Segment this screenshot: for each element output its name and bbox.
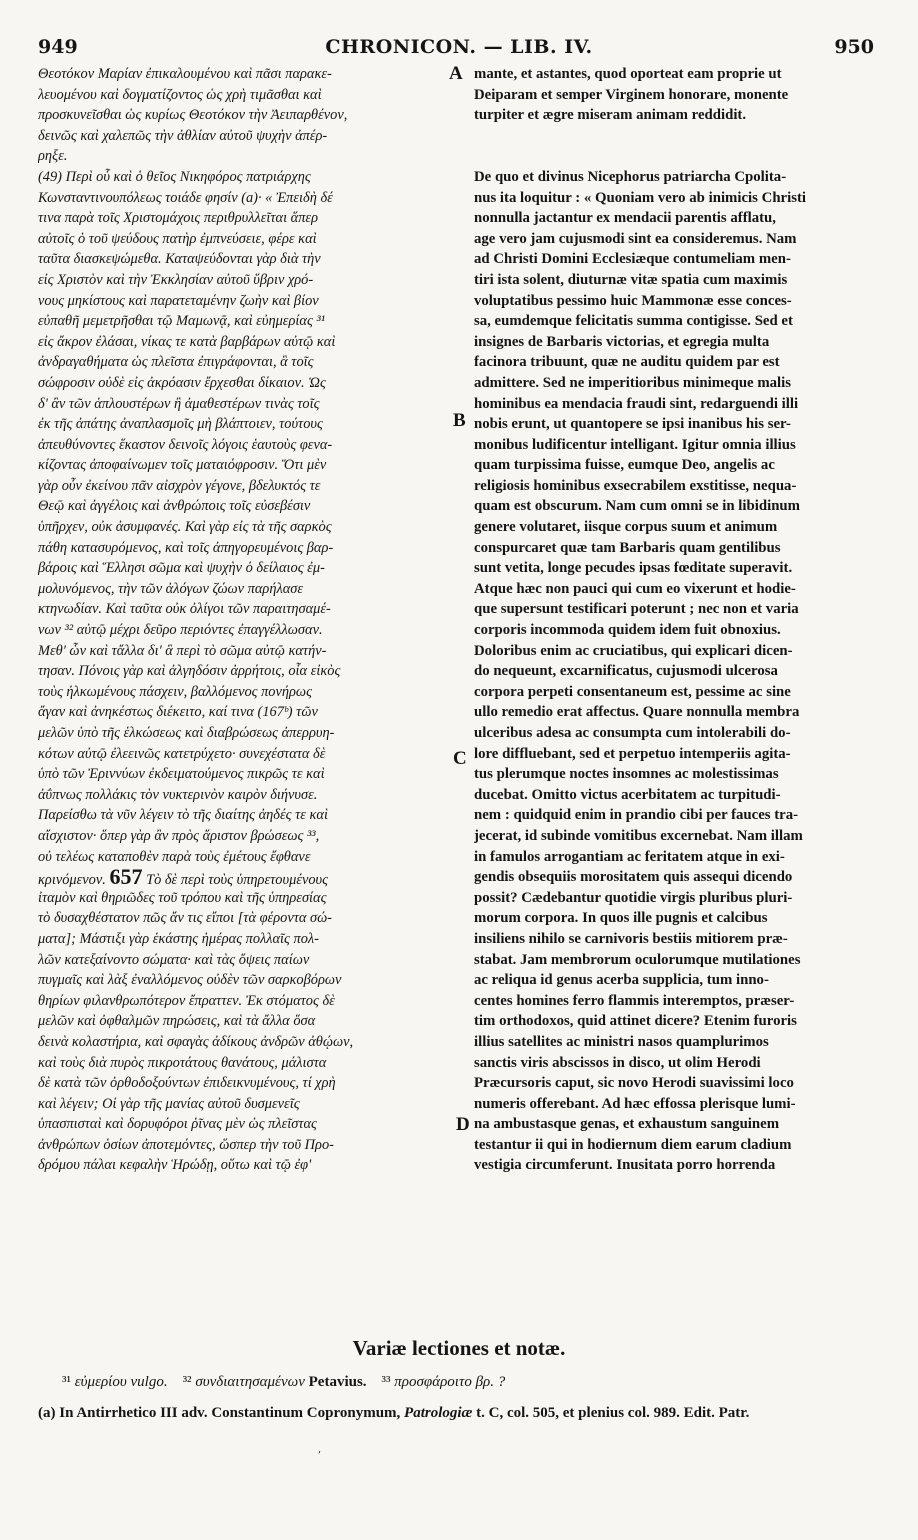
right-page-number: 950 — [834, 36, 874, 58]
greek-line: νους μηκίστους καὶ παρατεταμένην ζωὴν καὶ βίον — [38, 292, 319, 309]
greek-line: ὑπῆρχεν, οὐκ ἀσυμφανές. Καὶ γὰρ εἰς τὰ τῆς σαρκὸς — [38, 519, 332, 536]
note-31-number: ³¹ — [62, 1374, 71, 1390]
greek-line: τοὺς ἡλκωμένους πάσχειν, βαλλόμενος πονήρως — [38, 683, 312, 700]
greek-line: λευομένου καὶ δογματίζοντος ὡς χρὴ τιμᾶσθαι καὶ — [38, 86, 322, 103]
latin-line: insiliens nihilo se carnivoris bestiis mitiorem præ- — [474, 930, 788, 947]
note-a-text: In Antirrhetico III adv. Constantinum Copronymum, — [59, 1405, 401, 1421]
greek-line: δ' ἂν τῶν ἁπλουστέρων ἢ ἀμαθεστέρων τινὰς τοῖς — [38, 395, 320, 412]
latin-line: Atque hæc non pauci qui cum eo vixerunt et hodie- — [474, 580, 796, 597]
greek-line: προσκυνεῖσθαι ὡς κυρίως Θεοτόκον τὴν Ἀειπαρθένον, — [38, 107, 348, 124]
latin-line: illius satellites ac ministri nasos quamplurimos — [474, 1033, 769, 1050]
greek-line: εἰς Χριστὸν καὶ τὴν Ἐκκλησίαν αὐτοῦ ὕβριν χρό- — [38, 271, 314, 288]
note-32-number: ³² — [182, 1374, 192, 1390]
latin-line: do nequeunt, excarnificatus, cujusmodi ulcerosa — [474, 663, 778, 680]
latin-line: hominibus ea mendacia fraudi sint, redarguendi illi — [474, 395, 799, 412]
latin-line — [474, 126, 878, 147]
latin-line: numeris offerebant. Ad hæc effossa plerisque lumi- — [474, 1095, 796, 1112]
greek-line: εὐπαθῆ μεμετρῆσθαι τῷ Μαμωνᾷ, καὶ εὐημερίας ³¹ — [38, 313, 326, 330]
margin-marker-a: A — [449, 63, 463, 84]
latin-line: tus plerumque noctes insomnes ac molestissimas — [474, 766, 779, 783]
latin-line: sunt vetita, longe pecudes ipsas fœditate superavit. — [474, 560, 793, 577]
latin-line: Doloribus enim ac cruciatibus, qui explicari dicen- — [474, 642, 793, 659]
latin-line: ac reliqua id genus acerba supplicia, tum inno- — [474, 972, 769, 989]
latin-line: voluptatibus pessimo huic Mammonæ esse conces- — [474, 292, 792, 309]
latin-line: insignes de Barbaris victorias, et egregia multa — [474, 333, 770, 350]
latin-line: ullo remedio erat affectus. Quare nonnulla membra — [474, 704, 800, 721]
greek-line: ἐκ τῆς ἀπάτης ἀναπλασμοῖς μὴ βλάπτοιεν, τούτους — [38, 416, 323, 433]
latin-line: possit? Cædebantur quotidie virgis pluribus pluri- — [474, 889, 793, 906]
greek-line: ἀπευθύνοντες ἕκαστον δεινοῖς λόγοις ἑαυτοὺς φενα- — [38, 436, 333, 453]
latin-line: in famulos arrogantiam ac feritatem atque in exi- — [474, 848, 785, 865]
greek-line: κότων αὐτῷ ἐλεεινῶς κατετρύχετο· συνεχέστατα δὲ — [38, 745, 326, 762]
greek-line: δεινὰ κολαστήρια, καὶ σφαγὰς ἀδίκους ἀνδρῶν ἀθῴων, — [38, 1033, 354, 1050]
greek-line: μελῶν καὶ ὀφθαλμῶν πηρώσεις, καὶ τὰ ἄλλα ὅσα — [38, 1013, 316, 1030]
latin-line: quam est obscurum. Nam cum omni se in libidinum — [474, 498, 800, 515]
greek-line: ματα]; Μάστιξι γὰρ ἑκάστης ἡμέρας πολλαῖς πολ- — [38, 930, 319, 947]
notes-title: Variæ lectiones et notæ. — [352, 1336, 566, 1360]
latin-line: ad Christi Domini Ecclesiæque contumeliam men- — [474, 251, 791, 268]
greek-line: ἀΰπνως πολλάκις τὸν νυκτερινὸν καιρὸν διήνυσε. — [38, 786, 318, 803]
note-a-reference: Patrologiæ — [404, 1405, 473, 1421]
greek-line: Θεῷ καὶ ἀγγέλοις καὶ ἀνθρώποις τοῖς εὐσεβέσιν — [38, 498, 311, 515]
greek-line: δεινῶς καὶ χαλεπῶς τὴν ἀθλίαν αὐτοῦ ψυχὴν ἀπέρ- — [38, 127, 328, 144]
latin-line: conspurcaret quæ tam Barbaris quam gentilibus — [474, 539, 781, 556]
latin-line: nus ita loquitur : « Quoniam vero ab inimicis Christi — [474, 189, 807, 206]
note-32-text: συνδιαιτησαμένων — [195, 1374, 305, 1390]
latin-line: religiosis hominibus exsecrabilem exstitisse, nequa- — [474, 477, 797, 494]
latin-line: testantur ii qui in hodiernum diem earum cladium — [474, 1136, 792, 1153]
left-page-number: 949 — [38, 36, 78, 58]
latin-line — [474, 146, 878, 167]
greek-line: καὶ τοὺς διὰ πυρὸς πικροτάτους θανάτους, μάλιστα — [38, 1054, 327, 1071]
latin-line: stabat. Jam membrorum oculorumque mutilationes — [474, 951, 801, 968]
latin-line: tiri ista solent, diuturnæ vitæ spatia cum maximis — [474, 271, 788, 288]
greek-line: ἄγαν καὶ ἀνηκέστως διέκειτο, καί τινα (167ᵇ) τῶν — [38, 704, 318, 721]
footnote-a — [38, 1405, 749, 1422]
latin-line: monibus ludificentur intelligant. Igitur omnia illius — [474, 436, 796, 453]
latin-line: mante, et astantes, quod oporteat eam proprie ut — [474, 66, 782, 82]
margin-marker-b: B — [453, 410, 466, 431]
latin-line: sanctis viris abscissos in disco, ut olim Herodi — [474, 1054, 761, 1071]
greek-column — [38, 64, 458, 1176]
latin-line: lore diffluebant, sed et perpetuo intemperiis agita- — [474, 745, 791, 762]
greek-line: ταῦτα διασκεψώμεθα. Καταψεύδονται γὰρ διὰ τὴν — [38, 251, 321, 268]
greek-line: ὑπασπισταὶ καὶ δορυφόροι ῥῖνας μὲν ὡς πλεῖστας — [38, 1116, 317, 1133]
greek-line: μελῶν ὑπὸ τῆς ἑλκώσεως καὶ διαβρώσεως ἀπερρυη- — [38, 725, 335, 741]
greek-line: κίζοντας ἀποφαίνωμεν τοῖς ματαιόφροσιν. Ὅτι μὲν — [38, 457, 327, 474]
latin-line: jecerat, id subinde vomitibus excernebat. Nam illam — [474, 827, 803, 844]
greek-line: Θεοτόκον Μαρίαν ἐπικαλουμένου καὶ πᾶσι παρακε- — [38, 66, 332, 82]
greek-line: καὶ λέγειν; Οἱ γὰρ τῆς μανίας αὐτοῦ δυσμενεῖς — [38, 1095, 300, 1112]
footnotes-line — [62, 1374, 505, 1391]
greek-line: βάροις καὶ Ἕλλησι σῶμα καὶ ψυχὴν ὁ δείλαιος ἐμ- — [38, 560, 325, 577]
latin-line: genere volutaret, iisque corpus suum et animum — [474, 519, 778, 536]
latin-line: tim orthodoxos, quid attinet dicere? Etenim furoris — [474, 1013, 797, 1030]
greek-line: πάθη κατασυρόμενος, καὶ τοῖς ἀπηγορευμένοις βαρ- — [38, 539, 334, 556]
latin-line: ducebat. Omitto victus acerbitatem ac turpitudi- — [474, 786, 781, 803]
latin-line: vestigia circumferunt. Inusitata porro horrenda — [474, 1157, 776, 1174]
greek-line: γὰρ οὖν ἐκείνου πᾶν αἰσχρὸν γέγονε, βδελυκτός τε — [38, 477, 321, 494]
latin-line: De quo et divinus Nicephorus patriarcha Cpolita- — [474, 168, 787, 185]
latin-line: nonnulla jactantur ex mendacii parentis afflatu, — [474, 210, 776, 227]
latin-line: corporis incommoda quidem idem fuit obnoxius. — [474, 622, 781, 639]
latin-line: sa, eumdemque felicitatis summa contigisse. Sed et — [474, 313, 793, 330]
greek-line: ρηξε. — [38, 148, 68, 165]
latin-line: centes homines ferro flammis interemptos, præser- — [474, 992, 795, 1009]
greek-line: Κωνσταντινουπόλεως τοιάδε φησίν (a)· « Ἐπειδὴ δέ — [38, 189, 333, 206]
running-title: CHRONICON. — LIB. IV. — [325, 36, 593, 58]
latin-line: Deiparam et semper Virginem honorare, monente — [474, 86, 789, 103]
greek-line: (49) Περὶ οὗ καὶ ὁ θεῖος Νικηφόρος πατριάρχης — [38, 168, 311, 185]
latin-line: turpiter et ægre miseram animam reddidit. — [474, 107, 747, 124]
greek-line: σώφροσιν οὐδὲ εἰς ἀκρόασιν ἔρχεσθαι δίκαιον. Ὡς — [38, 374, 326, 391]
greek-line: οὐ τελέως καταποθὲν παρὰ τοὺς ἐμέτους ἔφθανε — [38, 848, 311, 865]
inline-column-number: 657 — [109, 867, 143, 888]
note-a-editor: Edit. Patr. — [683, 1405, 750, 1421]
latin-line: age vero jam cujusmodi sint ea consideremus. Nam — [474, 230, 797, 247]
greek-line: δὲ κατὰ τῶν ὀρθοδοξούντων ἐπιδεικνυμένους, τί χρὴ — [38, 1075, 336, 1092]
latin-line: nem : quidquid enim in prandio cibi per fauces tra- — [474, 807, 799, 824]
greek-line: εἰς ἄκρον ἐλάσαι, νίκας τε κατὰ βαρβάρων αὐτῷ καὶ — [38, 333, 336, 350]
latin-line: ulceribus adesa ac consumpta cum intolerabili do- — [474, 725, 791, 741]
greek-line: τησαν. Πόνοις γὰρ καὶ ἀλγηδόσιν ἀρρήτοις, οἷα εἰκὸς — [38, 663, 341, 680]
greek-line: νων ³² αὐτῷ μέχρι δεῦρο περιόντες ἐπαγγέλλωσαν. — [38, 622, 323, 639]
latin-line: admittere. Sed ne imperitioribus minimeque malis — [474, 374, 792, 391]
latin-column — [474, 64, 878, 1176]
greek-line: τὸ δυσαχθέστατον πῶς ἄν τις εἴποι [τὰ φέροντα σώ- — [38, 910, 332, 927]
margin-marker-d: D — [456, 1114, 470, 1135]
latin-line: Præcursoris caput, sic novo Herodi suavissimi loco — [474, 1075, 794, 1092]
greek-line: πυγμαῖς καὶ λὰξ ἐναλλόμενος οὐδὲν τῶν σαρκοβόρων — [38, 972, 342, 989]
latin-line: corpora perpeti consentaneum est, pessime ac sine — [474, 683, 791, 700]
note-31-text: εὐμερίου vulgo. — [74, 1374, 168, 1390]
greek-line: Μεθ' ὧν καὶ τἄλλα δι' ἃ περὶ τὸ σῶμα αὐτῷ κατήν- — [38, 642, 327, 659]
note-32-source: Petavius. — [308, 1374, 367, 1390]
greek-line: ἰταμὸν καὶ θηριῶδες τοῦ τρόπου καὶ τῆς ὑπηρεσίας — [38, 889, 327, 906]
greek-line: κρινόμενον. 657 Τὸ δὲ περὶ τοὺς ὑπηρετουμένους — [38, 867, 458, 888]
latin-line: morum corpora. In quos ille pugnis et calcibus — [474, 910, 768, 927]
margin-marker-c: C — [453, 748, 467, 769]
note-33-number: ³³ — [381, 1374, 391, 1390]
stray-mark: , — [318, 1444, 322, 1455]
greek-line: αἴσχιστον· ὅπερ γὰρ ἂν πρὸς ἄριστον βρώσεως ³³, — [38, 827, 320, 844]
greek-line: δρόμου πάλαι κεφαλὴν Ἡρώδῃ, οὕτω καὶ τῷ ἐφ' — [38, 1157, 312, 1174]
latin-line: quam turpissima fuisse, eumque Deo, angelis ac — [474, 457, 775, 474]
note-33-text: προσφάροιτο βρ. ? — [394, 1374, 506, 1390]
latin-line: facinora tribuunt, quæ ne auditu quidem par est — [474, 354, 780, 371]
note-a-label: (a) — [38, 1405, 56, 1421]
note-a-location: t. C, col. 505, et plenius col. 989. — [476, 1405, 680, 1421]
greek-line: αὐτοῖς ὁ τοῦ ψεύδους πατὴρ ἐμπνεύσειε, φέρε καὶ — [38, 230, 317, 247]
greek-line: ὑπὸ τῶν Ἐριννύων ἐκδειματούμενος πικρῶς τε καὶ — [38, 766, 325, 783]
greek-line: Παρείσθω τὰ νῦν λέγειν τὸ τῆς διαίτης ἀηδές τε καὶ — [38, 807, 328, 824]
latin-line: gendis obsequiis morositatem quis assequi dicendo — [474, 869, 793, 886]
latin-line: que supersunt testificari poterunt ; nec non et varia — [474, 601, 799, 618]
greek-line: μολυνόμενος, τὴν τῶν ἀλόγων ζώων παρήλασε — [38, 580, 304, 597]
latin-line: na ambustasque genas, et exhaustum sanguinem — [474, 1116, 780, 1133]
latin-line: nobis erunt, ut quantopere se ipsi inanibus his ser- — [474, 416, 791, 433]
greek-line: λῶν κατεξαίνοντο σώματα· καὶ τὰς ὄψεις παίων — [38, 951, 310, 968]
greek-line: ἀνθρώπων ὁσίων ἀποτεμόντες, ὥσπερ τὴν τοῦ Προ- — [38, 1136, 334, 1153]
greek-line: κτηνωδίαν. Καὶ ταῦτα οὐκ ὀλίγοι τῶν παραιτησαμέ- — [38, 601, 331, 618]
greek-line: θηρίων φιλανθρωπότερον ἔπραττεν. Ἐκ στόματος δὲ — [38, 992, 335, 1009]
greek-line: τινα παρὰ τοῖς Χριστομάχοις περιθρυλλεῖται ἅπερ — [38, 210, 319, 227]
greek-line: ἀνδραγαθήματα ὡς πλεῖστα ἐπιγράφονται, ἃ τοῖς — [38, 354, 314, 371]
